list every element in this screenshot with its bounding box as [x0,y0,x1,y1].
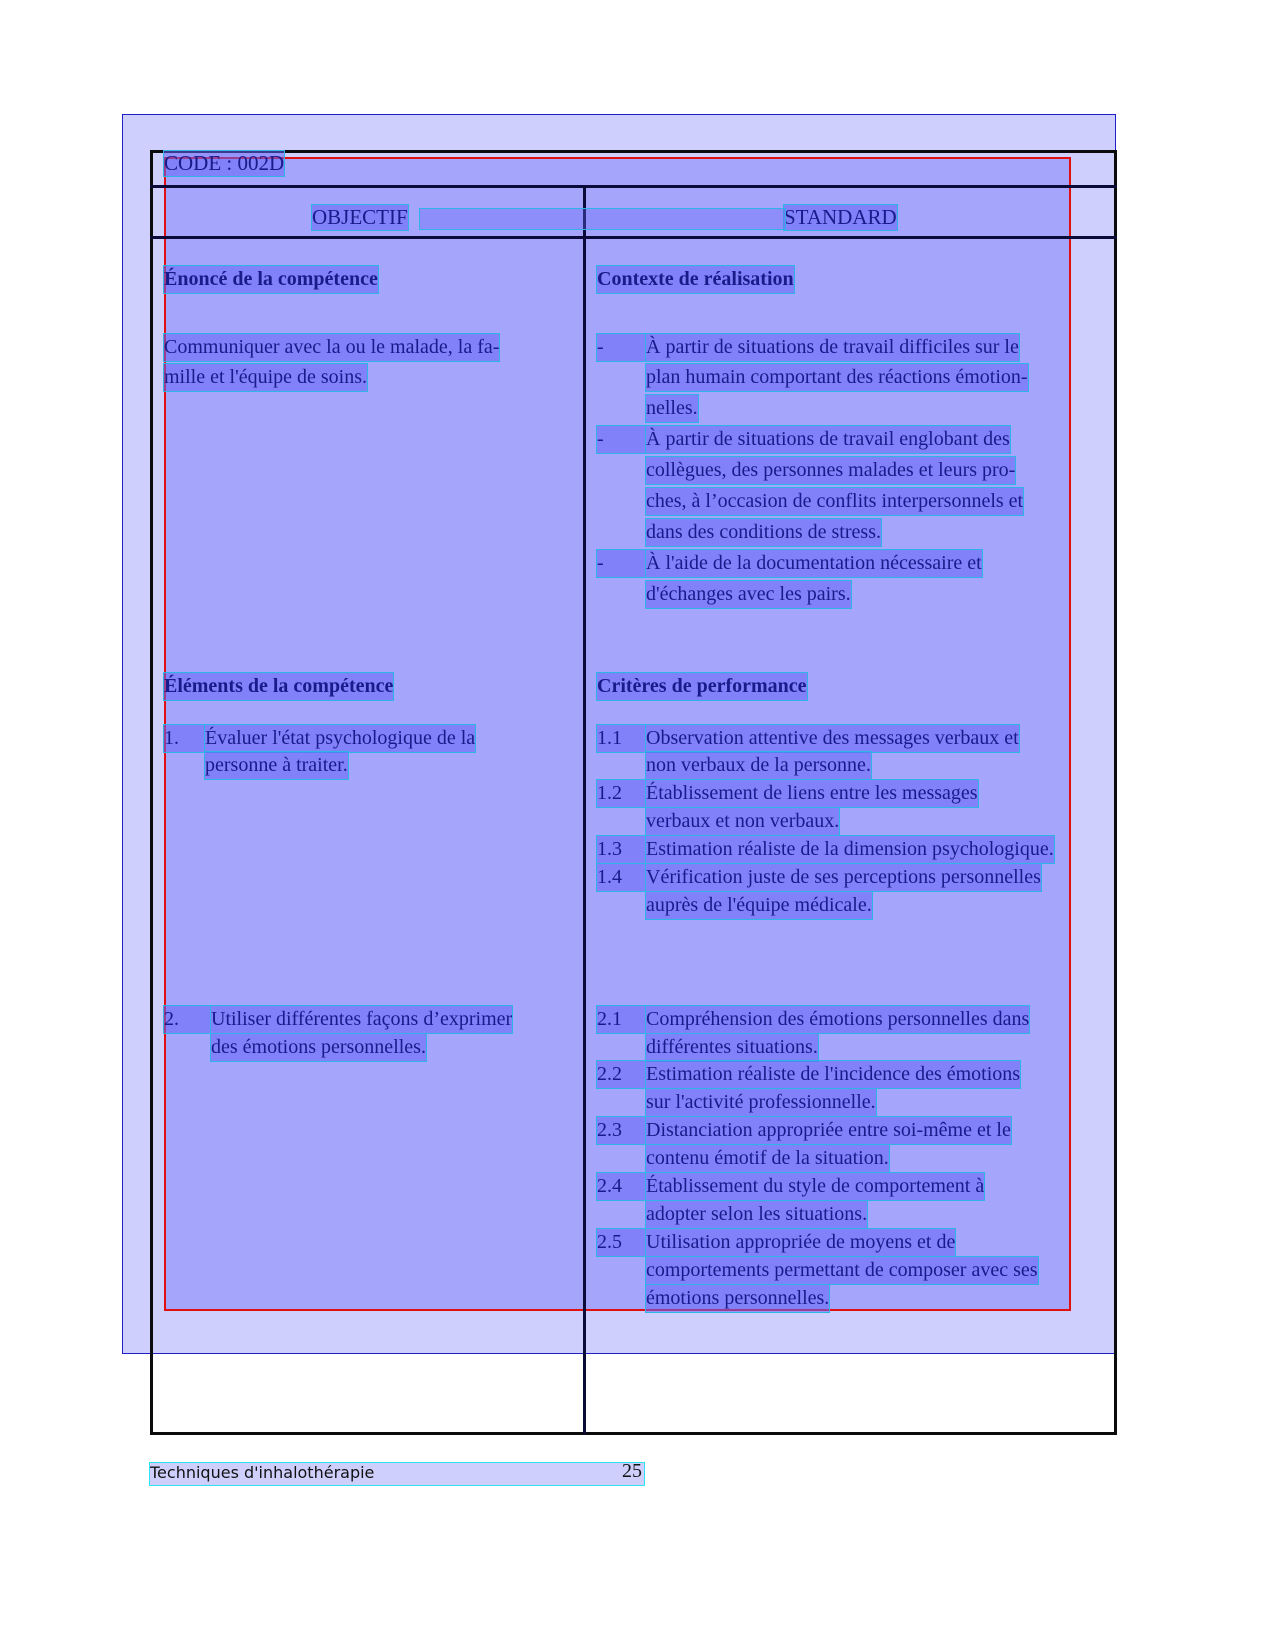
enonce-heading: Énoncé de la compétence [164,266,378,293]
critere-1-1-line-1: Observation attentive des messages verbaux et [646,725,1019,752]
element-2-line-2: des émotions personnelles. [211,1034,426,1061]
header-bottom-divider [150,236,1117,239]
column-divider [583,186,586,1434]
critere-2-1-line-2: différentes situations. [646,1034,818,1061]
critere-number: 2.2 [597,1061,645,1088]
footer-title: Techniques d'inhalothérapie [150,1463,375,1482]
contexte-item-2-line-3: ches, à l’occasion de conflits interpersonnels et [646,488,1023,515]
critere-2-5-line-3: émotions personnelles. [646,1285,829,1312]
contexte-bullet: - [597,334,645,361]
critere-number: 2.1 [597,1006,645,1033]
contexte-bullet: - [597,426,645,453]
criteres-heading: Critères de performance [597,673,807,700]
critere-number: 2.5 [597,1229,645,1256]
critere-2-4-line-2: adopter selon les situations. [646,1201,867,1228]
element-1-line-1: Évaluer l'état psychologique de la [205,725,475,752]
page-footer [150,1460,644,1485]
contexte-item-1-line-1: À partir de situations de travail difficiles sur le [646,334,1019,361]
contexte-item-2-line-2: collègues, des personnes malades et leurs pro- [646,457,1015,484]
critere-number: 1.2 [597,780,645,807]
critere-number: 2.4 [597,1173,645,1200]
elements-heading: Éléments de la compétence [164,673,393,700]
contexte-heading: Contexte de réalisation [597,266,794,293]
critere-2-3-line-2: contenu émotif de la situation. [646,1145,889,1172]
critere-2-4-line-1: Établissement du style de comportement à [646,1173,984,1200]
enonce-line-2: mille et l'équipe de soins. [164,364,367,391]
element-2-line-1: Utiliser différentes façons d’exprimer [211,1006,512,1033]
contexte-item-1-line-2: plan humain comportant des réactions émotion- [646,364,1028,391]
critere-1-4-line-2: auprès de l'équipe médicale. [646,892,872,919]
header-row-highlight [420,209,785,229]
contexte-item-1-line-3: nelles. [646,395,698,422]
element-number: 2. [164,1006,210,1033]
contexte-item-3-line-2: d'échanges avec les pairs. [646,581,851,608]
critere-2-5-line-1: Utilisation appropriée de moyens et de [646,1229,955,1256]
header-row-divider [150,185,1117,188]
critere-number: 1.1 [597,725,645,752]
element-number: 1. [164,725,204,752]
contexte-item-2-line-4: dans des conditions de stress. [646,519,881,546]
standard-header: STANDARD [784,205,897,229]
critere-1-1-line-2: non verbaux de la personne. [646,752,871,779]
critere-number: 1.3 [597,836,645,863]
critere-2-5-line-2: comportements permettant de composer avec ses [646,1257,1038,1284]
contexte-item-2-line-1: À partir de situations de travail englobant des [646,426,1010,453]
page-number: 25 [622,1460,642,1482]
critere-2-2-line-2: sur l'activité professionnelle. [646,1089,876,1116]
contexte-bullet: - [597,550,645,577]
critere-1-2-line-2: verbaux et non verbaux. [646,808,839,835]
objectif-header: OBJECTIF [312,205,408,229]
critere-2-3-line-1: Distanciation appropriée entre soi-même et le [646,1117,1011,1144]
element-1-line-2: personne à traiter. [205,752,348,779]
critere-number: 2.3 [597,1117,645,1144]
code-label: CODE : 002D [164,151,285,175]
enonce-line-1: Communiquer avec la ou le malade, la fa- [164,334,499,361]
critere-number: 1.4 [597,864,645,891]
critere-1-2-line-1: Établissement de liens entre les messages [646,780,978,807]
critere-1-4-line-1: Vérification juste de ses perceptions personnelles [646,864,1041,891]
critere-1-3-line-1: Estimation réaliste de la dimension psychologique. [646,836,1054,863]
critere-2-1-line-1: Compréhension des émotions personnelles dans [646,1006,1029,1033]
contexte-item-3-line-1: À l'aide de la documentation nécessaire et [646,550,982,577]
critere-2-2-line-1: Estimation réaliste de l'incidence des émotions [646,1061,1020,1088]
